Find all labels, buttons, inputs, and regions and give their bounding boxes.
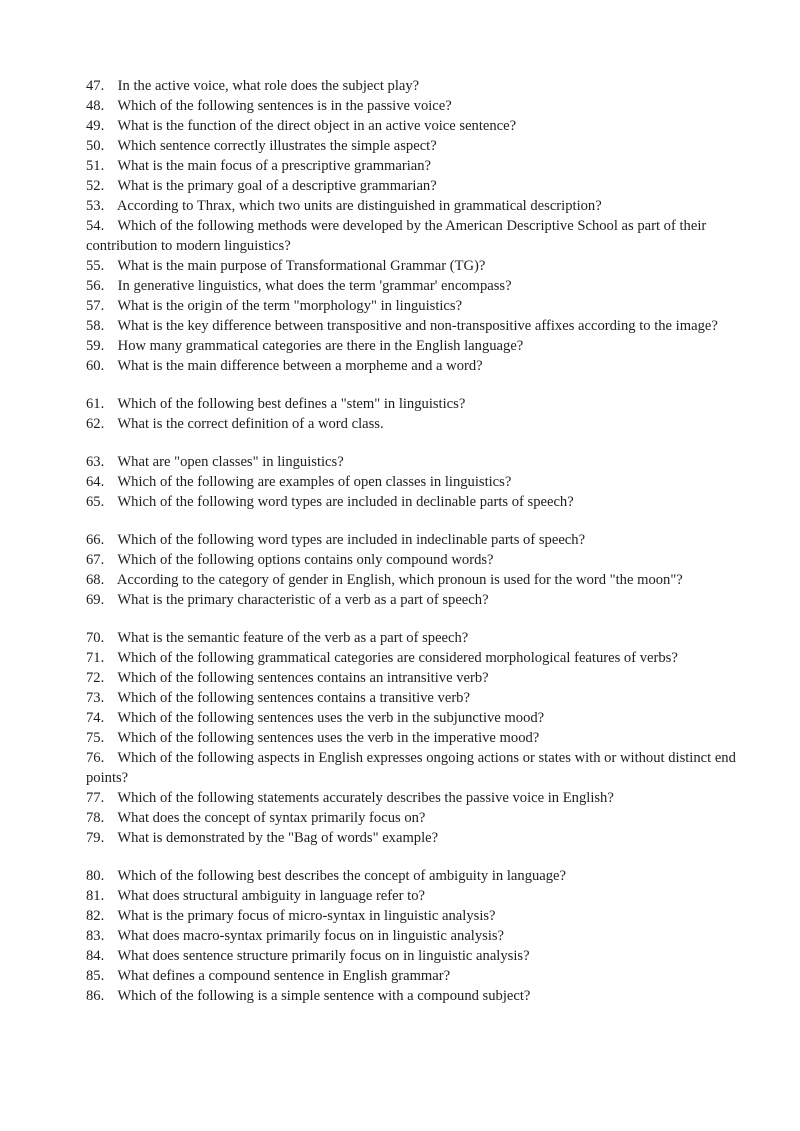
question-number: 78. [86, 810, 105, 826]
question-number: 86. [86, 988, 105, 1004]
question-text: Which of the following statements accurately describes the passive voice in English? [117, 790, 614, 806]
question-number: 74. [86, 710, 105, 726]
question-number: 68. [86, 572, 105, 588]
question-number: 65. [86, 494, 105, 510]
question-text: According to Thrax, which two units are distinguished in grammatical description? [116, 198, 602, 214]
question-text: What is the main focus of a prescriptive grammarian? [117, 158, 432, 174]
question-text: What does structural ambiguity in language refer to? [117, 888, 425, 904]
question-item [86, 788, 742, 808]
question-text: Which of the following word types are included in declinable parts of speech? [117, 494, 574, 510]
question-text: Which of the following word types are included in indeclinable parts of speech? [117, 532, 586, 548]
question-number: 72. [86, 670, 105, 686]
question-item [86, 886, 742, 906]
question-number: 55. [86, 258, 105, 274]
question-text: Which of the following options contains only compound words? [117, 552, 494, 568]
question-item [86, 828, 742, 848]
question-item [86, 966, 742, 986]
question-text: What is the primary focus of micro-syntax in linguistic analysis? [117, 908, 496, 924]
question-item [86, 394, 742, 414]
question-item [86, 550, 742, 570]
question-text: Which of the following sentences uses the verb in the imperative mood? [117, 730, 540, 746]
question-item [86, 256, 742, 276]
question-text: Which of the following sentences contains a transitive verb? [117, 690, 470, 706]
question-text: Which of the following best describes the concept of ambiguity in language? [117, 868, 567, 884]
question-text: What is the key difference between transpositive and non-transpositive affixes according to the image? [117, 318, 718, 334]
question-item [86, 196, 742, 216]
question-item [86, 336, 742, 356]
question-number: 81. [86, 888, 105, 904]
question-number: 82. [86, 908, 105, 924]
question-item [86, 748, 742, 788]
question-item [86, 176, 742, 196]
question-item [86, 648, 742, 668]
question-text: Which of the following grammatical categories are considered morphological features of verbs? [117, 650, 678, 666]
question-item [86, 296, 742, 316]
question-text: What is the main difference between a morpheme and a word? [117, 358, 483, 374]
question-number: 67. [86, 552, 105, 568]
question-number: 51. [86, 158, 105, 174]
question-item [86, 946, 742, 966]
question-item [86, 926, 742, 946]
question-text: What is the semantic feature of the verb as a part of speech? [117, 630, 469, 646]
question-text: Which of the following aspects in English expresses ongoing actions or states with or without distinct end points? [86, 750, 736, 786]
question-text: Which of the following sentences is in the passive voice? [117, 98, 452, 114]
question-text: What is the origin of the term "morphology" in linguistics? [117, 298, 463, 314]
question-number: 83. [86, 928, 105, 944]
question-text: According to the category of gender in English, which pronoun is used for the word "the moon"? [116, 572, 683, 588]
question-text: Which of the following sentences uses the verb in the subjunctive mood? [117, 710, 545, 726]
question-text: What does sentence structure primarily focus on in linguistic analysis? [117, 948, 530, 964]
question-text: How many grammatical categories are there in the English language? [117, 338, 524, 354]
question-item [86, 590, 742, 610]
question-text: What is demonstrated by the "Bag of words" example? [117, 830, 439, 846]
question-number: 73. [86, 690, 105, 706]
question-text: What is the function of the direct object in an active voice sentence? [117, 118, 517, 134]
question-item [86, 452, 742, 472]
question-text: Which of the following is a simple sentence with a compound subject? [117, 988, 531, 1004]
question-list [86, 76, 742, 1006]
question-number: 75. [86, 730, 105, 746]
question-item [86, 156, 742, 176]
question-text: What is the primary characteristic of a verb as a part of speech? [117, 592, 489, 608]
question-number: 50. [86, 138, 105, 154]
question-number: 85. [86, 968, 105, 984]
question-text: Which sentence correctly illustrates the simple aspect? [117, 138, 437, 154]
question-item [86, 906, 742, 926]
question-item [86, 986, 742, 1006]
question-item [86, 530, 742, 550]
question-text: Which of the following methods were developed by the American Descriptive School as part of their contribution to modern linguistics? [86, 218, 707, 254]
question-number: 80. [86, 868, 105, 884]
question-item [86, 76, 742, 96]
question-text: What is the correct definition of a word class. [117, 416, 384, 432]
question-item [86, 570, 742, 590]
question-text: What does the concept of syntax primarily focus on? [117, 810, 426, 826]
question-number: 60. [86, 358, 105, 374]
question-text: What defines a compound sentence in English grammar? [117, 968, 451, 984]
question-item [86, 96, 742, 116]
question-number: 64. [86, 474, 105, 490]
question-item [86, 136, 742, 156]
question-number: 61. [86, 396, 105, 412]
question-item [86, 492, 742, 512]
question-text: Which of the following best defines a "stem" in linguistics? [117, 396, 466, 412]
question-item [86, 316, 742, 336]
question-text: In the active voice, what role does the subject play? [117, 78, 420, 94]
question-item [86, 688, 742, 708]
question-number: 57. [86, 298, 105, 314]
question-number: 77. [86, 790, 105, 806]
question-item [86, 866, 742, 886]
question-item [86, 472, 742, 492]
question-number: 66. [86, 532, 105, 548]
question-number: 69. [86, 592, 105, 608]
question-number: 49. [86, 118, 105, 134]
question-number: 54. [86, 218, 105, 234]
question-number: 76. [86, 750, 105, 766]
question-item [86, 668, 742, 688]
question-number: 79. [86, 830, 105, 846]
question-text: What is the primary goal of a descriptive grammarian? [117, 178, 437, 194]
question-item [86, 808, 742, 828]
question-number: 53. [86, 198, 105, 214]
question-item [86, 728, 742, 748]
question-text: What does macro-syntax primarily focus on in linguistic analysis? [117, 928, 505, 944]
question-text: Which of the following are examples of open classes in linguistics? [117, 474, 512, 490]
question-number: 58. [86, 318, 105, 334]
question-item [86, 414, 742, 434]
question-number: 63. [86, 454, 105, 470]
question-text: What is the main purpose of Transformational Grammar (TG)? [117, 258, 486, 274]
question-text: Which of the following sentences contains an intransitive verb? [117, 670, 489, 686]
question-number: 59. [86, 338, 105, 354]
question-number: 62. [86, 416, 105, 432]
question-item [86, 116, 742, 136]
question-item [86, 628, 742, 648]
question-number: 48. [86, 98, 105, 114]
question-number: 84. [86, 948, 105, 964]
question-number: 71. [86, 650, 105, 666]
question-number: 70. [86, 630, 105, 646]
question-item [86, 708, 742, 728]
question-item [86, 216, 742, 256]
question-item [86, 356, 742, 376]
question-number: 47. [86, 78, 105, 94]
question-item [86, 276, 742, 296]
question-number: 56. [86, 278, 105, 294]
question-text: In generative linguistics, what does the term 'grammar' encompass? [117, 278, 512, 294]
question-number: 52. [86, 178, 105, 194]
question-text: What are "open classes" in linguistics? [117, 454, 344, 470]
